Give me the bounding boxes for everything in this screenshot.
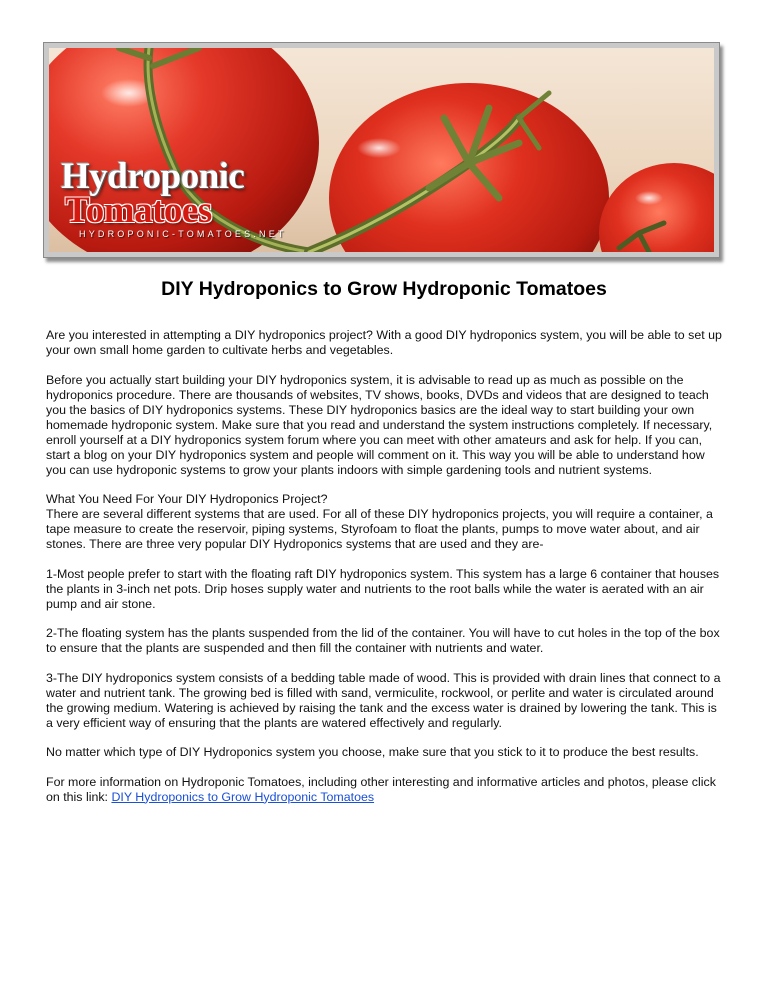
paragraph-system-3: 3-The DIY hydroponics system consists of a bedding table made of wood. This is provided with drain lines that connect to a water and nutrient tank. The growing bed is filled with sand, vermiculite, rockwool, or perlite and water is circulated around the growing medium. Watering is achieved by raising the tank and the excess water is drained by lowering the tank. This is a very efficient way of ensuring that the plants are watered effectively and regularly. [46,670,721,730]
article-title: DIY Hydroponics to Grow Hydroponic Tomatoes [161,278,607,300]
more-info-text: For more information on Hydroponic Tomatoes, including other interesting and informative articles and photos, please click on this link: [46,774,716,804]
paragraph-conclusion: No matter which type of DIY Hydroponics system you choose, make sure that you stick to it to produce the best results. [46,745,699,759]
paragraph-system-1: 1-Most people prefer to start with the floating raft DIY hydroponics system. This system has a large 6 container that houses the plants in 3-inch net pots. Drip hoses supply water and nutrients to the root balls while the water is aerated with an air pump and air stone. [46,566,720,611]
paragraph-intro: Are you interested in attempting a DIY hydroponics project? With a good DIY hydroponics system, you will be able to set up your own small home garden to cultivate herbs and vegetables. [46,328,722,357]
logo-url: HYDROPONIC-TOMATOES.NET [79,229,287,239]
site-logo [61,156,287,239]
logo-title: Hydroponic [61,156,245,197]
paragraph-more-info [46,775,722,805]
section-body: There are several different systems that are used. For all of these DIY hydroponics projects, you will require a container, a tape measure to create the reservoir, piping systems, Styrofoam to float the plants, pumps to move water about, and air stones. There are three very popular DIY Hydroponics systems that are used and they are- [46,507,713,551]
section-what-you-need [46,492,722,552]
section-heading: What You Need For Your DIY Hydroponics Project? [46,492,328,506]
paragraph-system-2: 2-The floating system has the plants suspended from the lid of the container. You will have to cut holes in the top of the box to ensure that the plants are suspended and then fill the container with nutrients and water. [46,626,720,655]
banner [43,42,720,258]
article-link[interactable]: DIY Hydroponics to Grow Hydroponic Tomatoes [111,789,375,804]
banner-image [49,48,714,252]
paragraph-research: Before you actually start building your DIY hydroponics system, it is advisable to read up as much as possible on the hydroponics procedure. There are thousands of websites, TV shows, books, DVDs and videos that are designed to teach you the basics of DIY hydroponics systems. These DIY hydroponics basics are the ideal way to start building your own homemade hydroponic system. Make sure that you read and understand the system instructions completely. If necessary, enroll yourself at a DIY hydroponics system forum where you can meet with other amateurs and ask for help. If you can, start a blog on your DIY hydroponics system and people will comment on it. This way you will be able to understand how you can use hydroponic systems to grow your plants indoors with simple gardening tools and nutrient systems. [46,372,713,477]
article-body [46,328,722,819]
logo-subtitle: Tomatoes [65,190,212,231]
